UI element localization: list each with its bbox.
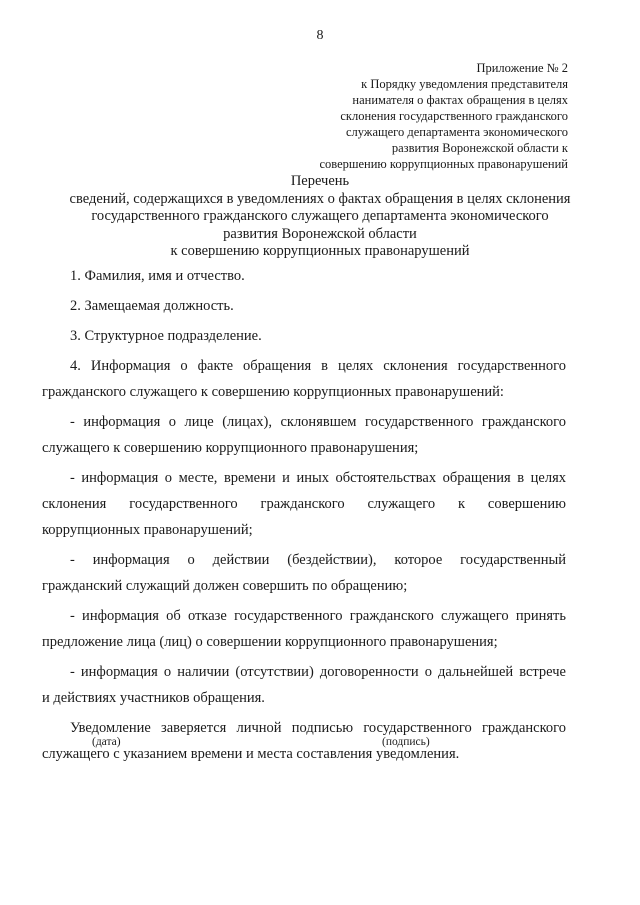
signature-label: (подпись) [382, 736, 430, 748]
title-heading: Перечень [290, 173, 350, 189]
document-body [42, 263, 566, 771]
text-line: коррупционных правонарушений; [42, 522, 253, 538]
appendix-line: склонения государственного гражданского [340, 109, 568, 123]
title-line: сведений, содержащихся в уведомлениях о фактах обращения в целях склонения [69, 190, 571, 207]
text-line: служащего с указанием времени и места составления уведомления. [42, 746, 460, 762]
appendix-line: нанимателя о фактах обращения в целях [352, 93, 568, 107]
text-line: гражданский служащий должен совершить по обращению; [42, 578, 408, 594]
sub-item-agreement [42, 659, 566, 711]
appendix-line: служащего департамента экономического [345, 125, 568, 139]
sub-item-person [42, 409, 566, 461]
sub-item-place-time [42, 465, 566, 543]
text-line: служащего к совершению коррупционного правонарушения; [42, 440, 419, 456]
document-title [40, 173, 600, 261]
text-line: гражданского служащего к совершению коррупционных правонарушений: [42, 384, 504, 400]
appendix-line: совершению коррупционных правонарушений [319, 157, 568, 171]
closing-paragraph [42, 715, 566, 767]
appendix-line: Приложение № 2 [476, 61, 568, 75]
page-number: 8 [316, 28, 324, 43]
text-line: - информация о действии (бездействии), которое государственный [70, 552, 566, 568]
date-label: (дата) [92, 736, 121, 748]
text-line: - информация о лице (лицах), склонявшем государственного гражданского [70, 414, 566, 430]
sub-item-refusal [42, 603, 566, 655]
title-line: государственного гражданского служащего департамента экономического [91, 208, 549, 224]
text-line: - информация о месте, времени и иных обстоятельствах обращения в целях [70, 470, 566, 486]
title-line: развития Воронежской области [223, 225, 417, 242]
text-line: - информация о наличии (отсутствии) договоренности о дальнейшей встрече [70, 664, 566, 680]
text-line: и действиях участников обращения. [42, 690, 265, 706]
text-line: 4. Информация о факте обращения в целях склонения государственного [70, 358, 566, 374]
list-item-info [42, 353, 566, 405]
title-line: к совершению коррупционных правонарушений [170, 243, 470, 259]
appendix-line: развития Воронежской области к [391, 141, 568, 155]
text-line: Уведомление заверяется личной подписью государственного гражданского [70, 720, 566, 736]
list-item-position: 2. Замещаемая должность. [70, 298, 234, 314]
sub-item-action [42, 547, 566, 599]
appendix-line: к Порядку уведомления представителя [361, 77, 568, 91]
text-line: - информация об отказе государственного гражданского служащего принять [70, 608, 566, 624]
appendix-note [238, 60, 568, 172]
text-line: склонения государственного гражданского служащего к совершению [42, 496, 566, 512]
list-item-name: 1. Фамилия, имя и отчество. [70, 268, 245, 284]
text-line: предложение лица (лиц) о совершении коррупционного правонарушения; [42, 634, 498, 650]
list-item-department: 3. Структурное подразделение. [70, 328, 262, 344]
